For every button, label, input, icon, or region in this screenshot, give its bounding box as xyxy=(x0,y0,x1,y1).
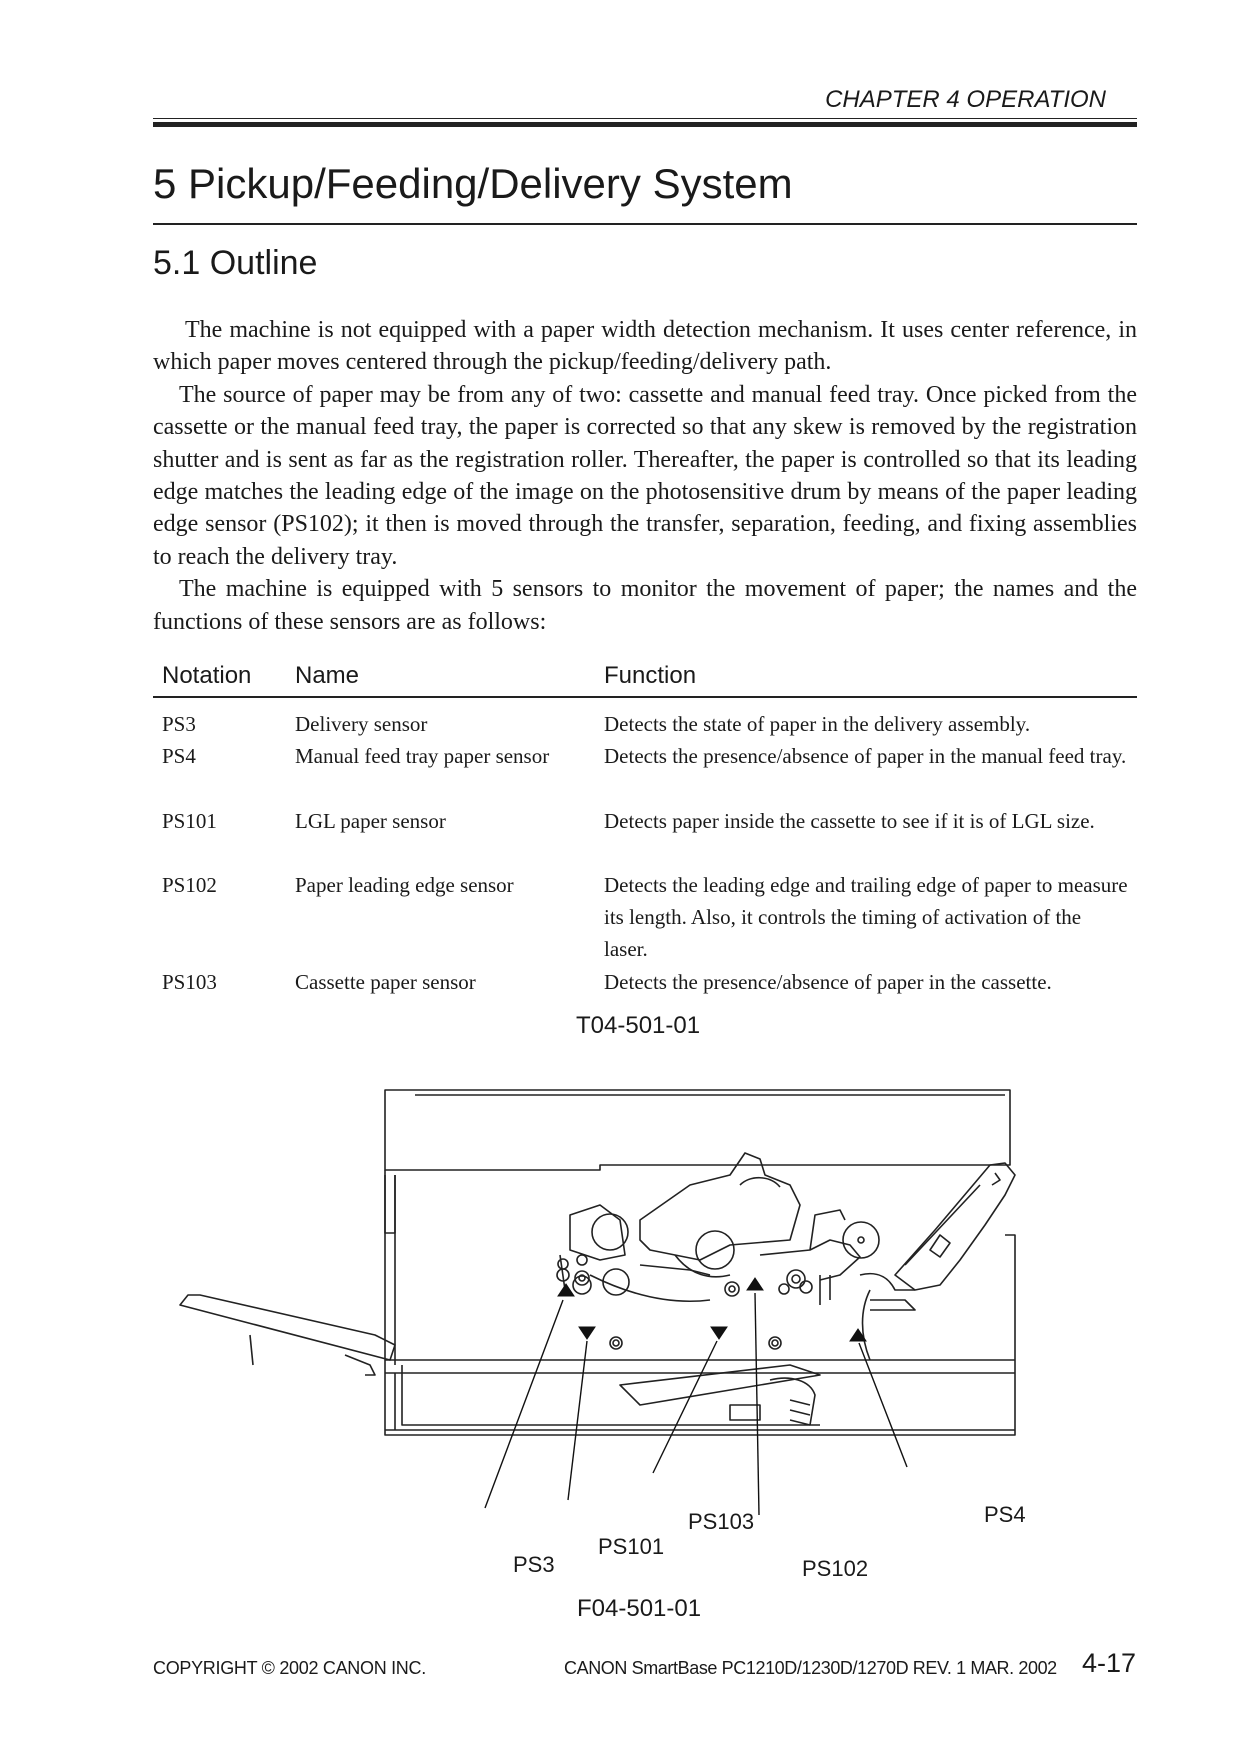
ps4-leader xyxy=(859,1343,907,1467)
subsection-title: 5.1 Outline xyxy=(153,244,318,282)
section-title: 5 Pickup/Feeding/Delivery System xyxy=(153,160,793,207)
ps101-leader xyxy=(568,1341,587,1500)
cell-function: Detects the presence/absence of paper in the cassette. xyxy=(604,970,1052,994)
label-ps103: PS103 xyxy=(688,1509,755,1534)
table-row xyxy=(153,869,1137,966)
cell-name: Manual feed tray paper sensor xyxy=(295,744,550,768)
cell-name: Delivery sensor xyxy=(295,712,428,736)
header-name: Name xyxy=(295,662,360,689)
paragraph-2: The source of paper may be from any of two: cassette and manual feed tray. Once picked from the cassette or the manual feed tray, the paper is corrected so that any skew is removed by the registration shutter and is sent as far as the registration roller. Thereafter, the paper is controlled so that its leading edge matches the leading edge of the image on the photosensitive drum by means of the paper leading edge sensor (PS102); it then is moved through the transfer, separation, feeding, and fixing assemblies to reach the delivery tray. xyxy=(153,381,1137,570)
chapter-heading: CHAPTER 4 OPERATION xyxy=(825,86,1106,113)
label-ps3: PS3 xyxy=(513,1552,555,1577)
printer-body xyxy=(385,1175,1015,1435)
page-number: 4-17 xyxy=(1081,1648,1136,1678)
table-row xyxy=(153,708,1137,740)
header-rule-thin xyxy=(153,118,1137,119)
paragraph-3: The machine is equipped with 5 sensors to monitor the movement of paper; the names and the functions of these sensors are as follows: xyxy=(153,576,1137,635)
cell-function: Detects the presence/absence of paper in the manual feed tray. xyxy=(604,744,1127,768)
section-rule xyxy=(153,223,1137,225)
table-row xyxy=(153,740,1137,805)
cell-notation: PS102 xyxy=(162,873,217,897)
paragraph-1: The machine is not equipped with a paper width detection mechanism. It uses center reference, in which paper moves centered through the pickup/feeding/delivery path. xyxy=(153,317,1137,376)
label-ps4: PS4 xyxy=(984,1502,1026,1527)
header-notation: Notation xyxy=(162,662,252,689)
header-function: Function xyxy=(604,662,697,689)
scanner-housing xyxy=(385,1090,1010,1170)
paper-path-diagram xyxy=(170,1075,1120,1595)
ps3-leader xyxy=(485,1300,563,1508)
cell-function: Detects paper inside the cassette to see if it is of LGL size. xyxy=(604,809,1095,833)
cell-notation: PS103 xyxy=(162,970,217,994)
ps102-marker xyxy=(747,1278,763,1290)
ps101-marker xyxy=(579,1327,595,1339)
body-text xyxy=(153,314,1137,638)
ps102-leader xyxy=(755,1293,759,1515)
cell-function: Detects the state of paper in the delivery assembly. xyxy=(604,712,1031,736)
footer-product: CANON SmartBase PC1210D/1230D/1270D REV. 1 MAR. 2002 xyxy=(564,1658,1057,1678)
cell-name: Paper leading edge sensor xyxy=(295,873,514,897)
footer-copyright: COPYRIGHT © 2002 CANON INC. xyxy=(153,1658,426,1678)
cell-notation: PS101 xyxy=(162,809,217,833)
delivery-tray xyxy=(180,1295,395,1360)
figure-caption: F04-501-01 xyxy=(577,1595,702,1622)
header-rule-thick xyxy=(153,122,1137,127)
label-ps102: PS102 xyxy=(802,1556,869,1581)
cell-notation: PS3 xyxy=(162,712,196,736)
table-header xyxy=(153,658,1137,698)
cell-notation: PS4 xyxy=(162,744,196,768)
ps103-leader xyxy=(653,1341,717,1473)
ps103-marker xyxy=(711,1327,727,1339)
table-row xyxy=(153,966,1137,998)
cell-name: Cassette paper sensor xyxy=(295,970,476,994)
cell-function: Detects the leading edge and trailing edge of paper to measure its length. Also, it controls the timing of activation of the laser. xyxy=(604,873,1128,962)
ps3-marker xyxy=(558,1284,574,1296)
cell-name: LGL paper sensor xyxy=(295,809,446,833)
sensor-table xyxy=(153,658,1137,998)
table-row xyxy=(153,805,1137,869)
label-ps101: PS101 xyxy=(598,1534,665,1559)
table-caption: T04-501-01 xyxy=(576,1012,701,1039)
table-body xyxy=(153,698,1137,998)
